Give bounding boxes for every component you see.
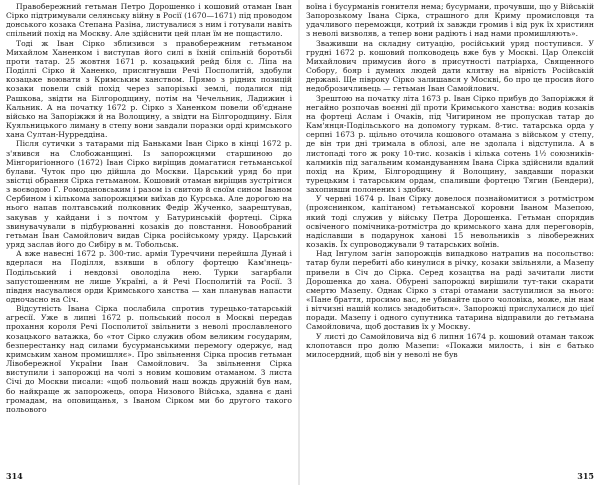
left-page-number: 314 [6,471,23,481]
left-paragraph-3: Після сутички з татарами під Баньками Іван Сірко в кінці 1672 р. з'явився на Слобожанщині. Із запорожцями старшиною до Мінгоригіонного (1672) Іван Сірко виріщив домагатися гетьманської булави. Чуток про цю дійшла до Москви. Царський уряд бо при звістці обрання Сірка гетьманом. Кошовий отаман виріщив зустрітися з воєводою Г. Ромодановським і разом із свитою й своїм сином Іваном Сербином і кількома запорожцями виїхав до Курська. Але дорогою на нього напав полтавський полковник Федір Жученко, заарештував, закував у кайдани і з почтом у Батуринській фортеці. Сірка звинувачували в підбурюванні козаків до повстання. Новообраний гетьман Іван Самойлович видав Сірка російському уряду. Царський уряд заслав його до Сибіру в м. Тобольськ. [6,139,292,250]
right-page-text [306,2,594,466]
left-paragraph-1: Правобережний гетьман Петро Дорошенко і кошовий отаман Іван Сірко підтримували селянську війну в Росії (1670—1671) під проводом донського козака Степана Разіна, листувалися з ним і готували навіть спільний похід на Москву. Але здійснити цей план їм не пощастило. [6,2,292,39]
left-page [6,2,292,483]
left-paragraph-5: Відсутність Івана Сірка послабила спротив турецько-татарській агресії. Уже в липні 1672 р. польський посол в Москві передав прохання короля Речі Посполитої звільнити з неволі прославленого козацького ватажка, бо «тот Сірко служив обом великим государям, безперестанку над силами бусурманськими перемогу одержує, над кримським ханом промишляє». Про звільнення Сірка просив гетьман Лівобережної України Іван Самойлович. За звільнення Сірка виступили і запорожці на чолі з новим кошовим отаманом. З листа Січі до Москви писали: «щоб польовий наш вождь дружній був нам, бо найкраще ж запорожець, опора Низового Війська, здавна є дані громадам, на оповищанья, з Іваном Сірком ми бо другого такого польового [6,304,292,414]
right-paragraph-4: У червні 1674 р. Іван Сірку довелося познайомитися з ротмістром (прояснинком, капітаном) гетьманської коровни Іваном Мазепою, який тоді служив у війську Петра Дорошенка. Гетьман спорядив освіченого помічника-ротмістра до кримського хана для переговорів, надіславши в подарунок ханові 15 невольників з лівобережних козаків. Їх супроводжували 9 татарських воїнів. [306,194,594,250]
left-paragraph-4: А вже навесні 1672 р. 300-тис. армія Туреччини перейшла Дунай і вдерлася на Поділля, взявши в облогу фортецю Кам'янець-Подільський і невдовзі оволоділа нею. Турки загарбали запустошенням не лише Україні, а й Речі Посполитій та Росії. З півдня насувалися орди Кримського ханства — хан планував напасти одночасно на Січ. [6,249,292,304]
left-page-text [6,2,292,466]
book-gutter [298,0,300,485]
right-paragraph-6: У листі до Самойловича від 6 липня 1674 р. кошовий отаман також клопотався про долю Мазепи: «Покажи милость, і він є батько милосердний, щоб він у неволі не був [306,331,594,359]
right-page [306,2,594,483]
right-paragraph-5: Над Інгулом загін запорожців випадково натрапив на посольство: татар були перебиті або кинулися в річку, козаки звільняли, а Мазепу привели в Січ до Сірка. Серед козацтва на раді зачитали листи Дорошенка до хана. Обурені запорожці вирішили тут-таки скарати смертю Мазепу. Однак Сірко з старі отамани заступилися за нього: «Пане браття, просимо вас, не убивайте цього чоловіка, може, він нам і вітчизні нашій колись знадобиться». Запорожці прислухалися до цієї поради. Мазепу і одного супутника татарина відправили до гетьмана Самойловича, щоб доставив їх у Москву. [306,249,594,332]
right-paragraph-3: Зрештою на початку літа 1673 р. Іван Сірко прибув до Запоріжжя й негайно розпочав воєнні дії проти Кримського ханства: водив козаків на фортеці Аслам і Очаків, під Чигирином не пропускав татар до Кам'янця-Подільського на допомогу туркам. 8-тис. татарська орда у серпні 1673 р. щільно оточила кошового отамана з військом у степу, де він три дні тримала в облозі, але не здолала і відступила. А в листопаді того ж року 10-тис. козаків і кілька сотень 1½ союзників-калмиків під загальним командуванням Івана Сірка здійснили вдалий похід на Крим, Білгородщину й Волощину, завдавши поразки турецьким і татарським ордам, спаливши фортецю Тягин (Бендери), захопивши полонених і здобич. [306,93,594,195]
right-paragraph-1: воїна і бусурманів гонителя нема; бусурмани, прочувши, що у Війській Запорозькому Івана Сірка, страшного для Криму промисловця та удачливого переможця, котрий іх завжди громив і від рук їх християн з неволі визволяв, а тепер вони радіють і над нами промишляють». [306,2,594,39]
left-paragraph-2: Тоді ж Іван Сірко зблизився з правобережним гетьманом Михайлом Ханенком і виступав його силі в їхній спільній боротьбі проти татар. 25 жовтня 1671 р. козацький рейд біля с. Ліпа на Поділлі Сірко й Ханенко, присягнувши Речі Посполитій, здобули козацьке воювати з Кримським ханством. Прямо з рідних позицій козаки повели свій похід через запорізькі землі, подалися під Рашкова, звідти на Білгородщину, потім на Чечельник, Ладижин і Кальник. А на початку 1672 р. Сірко з Ханенком повели об'єднане військо на Запоріжжя й на Волощину, а звідти на Білгородщину. Біля Куяльницького лиману в степу вони завдали поразки орді кримського хана Султан-Нурреддіна. [6,38,292,140]
right-page-number: 315 [577,471,594,481]
right-paragraph-2: Зваживши на складну ситуацію, російський уряд поступився. У грудні 1672 р. кошовий полководець вже був у Москві. Цар Олексій Михайлович примусив його в присутності патріарха, Священного Собору, бояр і думних людей дати клятву на вірність Російській державі. Ще півроку Сірко залишався у Москві, бо про це просив його недоброзичливець — гетьман Іван Самойлович. [306,38,594,94]
